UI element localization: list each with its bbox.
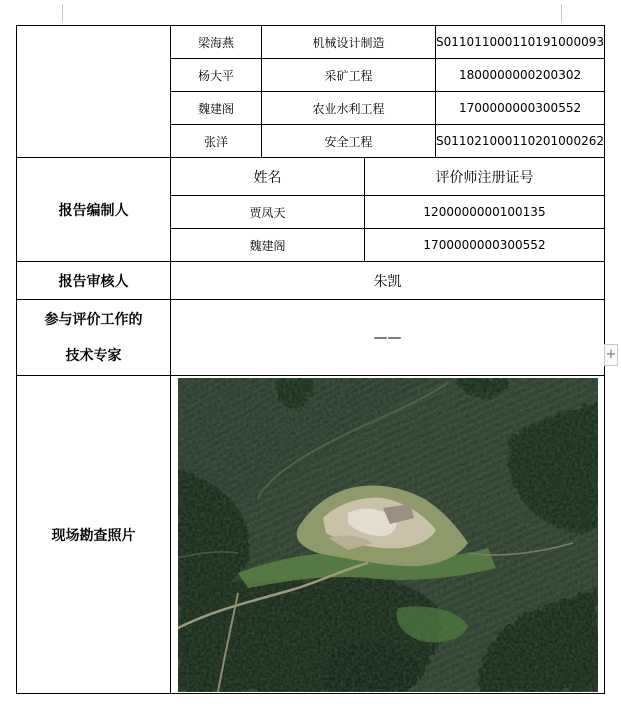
member-name: 张洋: [171, 125, 262, 158]
aerial-site-photo: [178, 378, 598, 692]
member-major: 采矿工程: [262, 59, 436, 92]
blank-label-cell: [17, 26, 171, 158]
member-cert: 1800000000200302: [436, 59, 605, 92]
table-expand-handle[interactable]: +: [604, 344, 618, 366]
compiler-name: 魏建阁: [171, 229, 365, 262]
member-cert: S011021000110201000262: [436, 125, 605, 158]
reviewer-label: 报告审核人: [17, 262, 171, 300]
member-major: 农业水利工程: [262, 92, 436, 125]
member-name: 杨大平: [171, 59, 262, 92]
compiler-header-cert: 评价师注册证号: [365, 158, 605, 196]
margin-guide-right: [561, 4, 562, 22]
experts-label-line1: 参与评价工作的: [44, 311, 143, 328]
experts-value: ——: [171, 300, 605, 376]
margin-guide-left: [62, 4, 63, 22]
table-row: [17, 262, 605, 300]
experts-label: [17, 300, 171, 376]
member-name: 魏建阁: [171, 92, 262, 125]
member-major: 机械设计制造: [262, 26, 436, 59]
table-row: [17, 26, 605, 59]
compiler-cert: 1700000000300552: [365, 229, 605, 262]
site-photo-cell: [171, 376, 605, 694]
compiler-label: 报告编制人: [17, 158, 171, 262]
compiler-header-name: 姓名: [171, 158, 365, 196]
member-cert: 1700000000300552: [436, 92, 605, 125]
evaluation-personnel-table: [16, 25, 605, 694]
member-name: 梁海燕: [171, 26, 262, 59]
table-row: [17, 376, 605, 694]
member-cert: S011011000110191000093: [436, 26, 605, 59]
compiler-name: 贾凤天: [171, 196, 365, 229]
member-major: 安全工程: [262, 125, 436, 158]
compiler-cert: 1200000000100135: [365, 196, 605, 229]
reviewer-name: 朱凯: [171, 262, 605, 300]
experts-label-line2: 技术专家: [65, 347, 122, 364]
site-photo-label: 现场勘查照片: [17, 376, 171, 694]
table-row: [17, 158, 605, 196]
table-row: [17, 300, 605, 376]
